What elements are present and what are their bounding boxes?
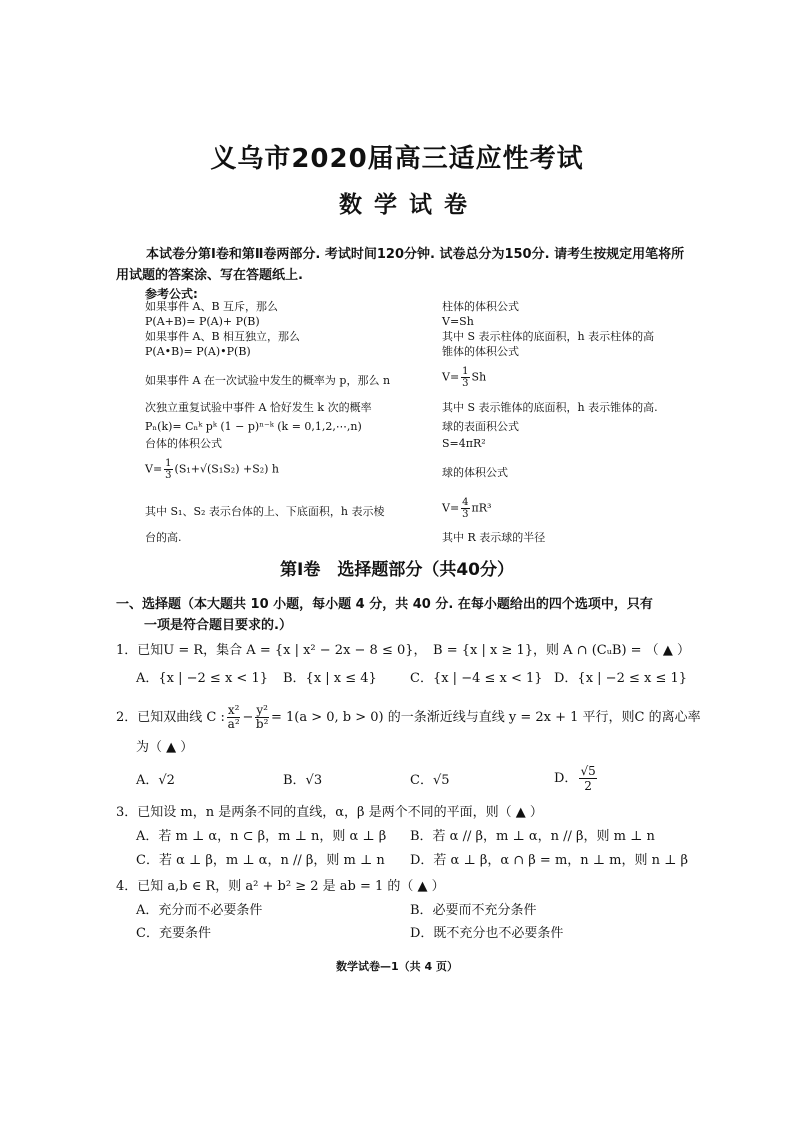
formula-body: Sh: [471, 370, 487, 384]
q4-option-a: A．充分而不必要条件: [136, 903, 263, 918]
question-3-stem: 3．已知设 m，n 是两条不同的直线，α，β 是两个不同的平面，则（ ▲ ）: [116, 805, 543, 820]
q3-option-c: C．若 α ⊥ β，m ⊥ α，n // β，则 m ⊥ n: [136, 853, 385, 868]
question-2-stem-cont: 为（ ▲ ）: [136, 740, 194, 755]
exam-instructions: 本试卷分第Ⅰ卷和第Ⅱ卷两部分. 考试时间120分钟. 试卷总分为150分. 请考生按规定用笔将所用试题的答案涂、写在答题纸上.: [116, 247, 685, 283]
formula-body: (S₁+√(S₁S₂) +S₂) h: [174, 462, 280, 476]
section-title: 第Ⅰ卷 选择题部分（共40分）: [280, 560, 514, 580]
formula-right-line: 球的体积公式: [442, 466, 508, 479]
fraction-numerator: y²: [256, 703, 268, 717]
fraction-denominator: 3: [462, 378, 469, 389]
formula-left-line: 台的高.: [145, 531, 182, 544]
q1-option-d: D．{x | −2 ≤ x ≤ 1}: [554, 671, 688, 686]
fraction-denominator: b²: [255, 717, 269, 731]
formula-right-line: 其中 S 表示锥体的底面积，h 表示锥体的高.: [442, 401, 658, 414]
fraction: [164, 458, 172, 481]
formula-right-line: 球的表面积公式: [442, 420, 519, 433]
fraction-numerator: 1: [165, 458, 172, 469]
fraction: [461, 366, 469, 389]
q1-option-c: C．{x | −4 ≤ x < 1}: [410, 671, 543, 686]
question-2-stem: [116, 704, 701, 731]
q4-option-d: D．既不充分也不必要条件: [410, 926, 564, 941]
q2-stem-body: = 1(a > 0, b > 0) 的一条渐近线与直线 y = 2x + 1 平行，则C 的离心率: [270, 710, 701, 725]
q4-option-b: B．必要而不充分条件: [410, 903, 537, 918]
section-heading-cont: 一项是符合题目要求的.）: [144, 618, 292, 633]
exam-subtitle: 数学试卷: [339, 192, 479, 218]
formula-left-line: 其中 S₁、S₂ 表示台体的上、下底面积，h 表示棱: [145, 505, 385, 518]
formula-right-line: V=Sh: [442, 315, 474, 328]
sphere-volume-formula: [442, 497, 491, 520]
q2-option-d: [554, 764, 599, 793]
fraction-numerator: 1: [462, 366, 469, 377]
q2-option-b: B．√3: [283, 773, 323, 788]
formula-left-line: 如果事件 A、B 互斥，那么: [145, 300, 279, 313]
section-heading: 一、选择题（本大题共 10 小题，每小题 4 分，共 40 分. 在每小题给出的四个选项中，只有: [116, 597, 653, 612]
formula-right-line: 其中 S 表示柱体的底面积，h 表示柱体的高: [442, 330, 655, 343]
formula-left-line: P(A+B)= P(A)+ P(B): [145, 315, 260, 328]
q2-option-a: A．√2: [136, 773, 175, 788]
option-letter: D．: [554, 771, 578, 786]
fraction: [255, 704, 269, 731]
formula-left-line: 如果事件 A 在一次试验中发生的概率为 p，那么 n: [145, 374, 391, 387]
formula-right-line: 其中 R 表示球的半径: [442, 531, 546, 544]
fraction-denominator: a²: [227, 717, 240, 731]
minus-sign: −: [242, 710, 254, 725]
question-1-stem: 1．已知U = R，集合 A = {x | x² − 2x − 8 ≤ 0}， B = {x | x ≥ 1}，则 A ∩ (CᵤB) = （ ▲ ）: [116, 643, 690, 658]
formula-prefix: V=: [145, 462, 163, 476]
formula-left-line: 次独立重复试验中事件 A 恰好发生 k 次的概率: [145, 401, 372, 414]
formula-prefix: V=: [442, 501, 460, 515]
formula-label: 参考公式:: [145, 287, 198, 301]
fraction-denominator: 3: [462, 509, 469, 520]
q2-stem-prefix: 2．已知双曲线 C :: [116, 710, 225, 725]
frustum-volume-formula: [145, 458, 279, 481]
binomial-formula: Pₙ(k)= Cₙᵏ pᵏ (1 − p)ⁿ⁻ᵏ (k = 0,1,2,⋯,n): [145, 420, 362, 433]
formula-right-line: 锥体的体积公式: [442, 345, 519, 358]
formula-left-line: 如果事件 A、B 相互独立，那么: [145, 330, 301, 343]
q1-option-b: B．{x | x ≤ 4}: [283, 671, 377, 686]
q3-option-b: B．若 α // β，m ⊥ α，n // β，则 m ⊥ n: [410, 829, 655, 844]
formula-left-line: 台体的体积公式: [145, 437, 222, 450]
q4-option-c: C．充要条件: [136, 926, 211, 941]
fraction: [227, 704, 241, 731]
fraction-denominator: 2: [584, 779, 592, 793]
fraction: [461, 497, 469, 520]
formula-left-line: P(A•B)= P(A)•P(B): [145, 345, 251, 358]
exam-title: 义乌市2020届高三适应性考试: [210, 144, 584, 174]
fraction-numerator: x²: [227, 703, 240, 717]
q3-option-a: A．若 m ⊥ α，n ⊂ β，m ⊥ n，则 α ⊥ β: [136, 829, 387, 844]
formula-right-line: S=4πR²: [442, 437, 486, 450]
q1-option-a: A．{x | −2 ≤ x < 1}: [136, 671, 268, 686]
cone-volume-formula: [442, 366, 486, 389]
q3-option-d: D．若 α ⊥ β，α ∩ β = m，n ⊥ m，则 n ⊥ β: [410, 853, 688, 868]
page-footer: 数学试卷—1（共 4 页）: [336, 960, 458, 973]
formula-right-line: 柱体的体积公式: [442, 300, 519, 313]
fraction-numerator: 4: [462, 497, 469, 508]
fraction-denominator: 3: [165, 470, 172, 481]
fraction: [579, 764, 596, 793]
question-4-stem: 4．已知 a,b ∈ R，则 a² + b² ≥ 2 是 ab = 1 的（ ▲ ）: [116, 879, 445, 894]
q2-option-c: C．√5: [410, 773, 450, 788]
formula-body: πR³: [471, 501, 492, 515]
formula-prefix: V=: [442, 370, 460, 384]
fraction-numerator: √5: [580, 764, 596, 778]
